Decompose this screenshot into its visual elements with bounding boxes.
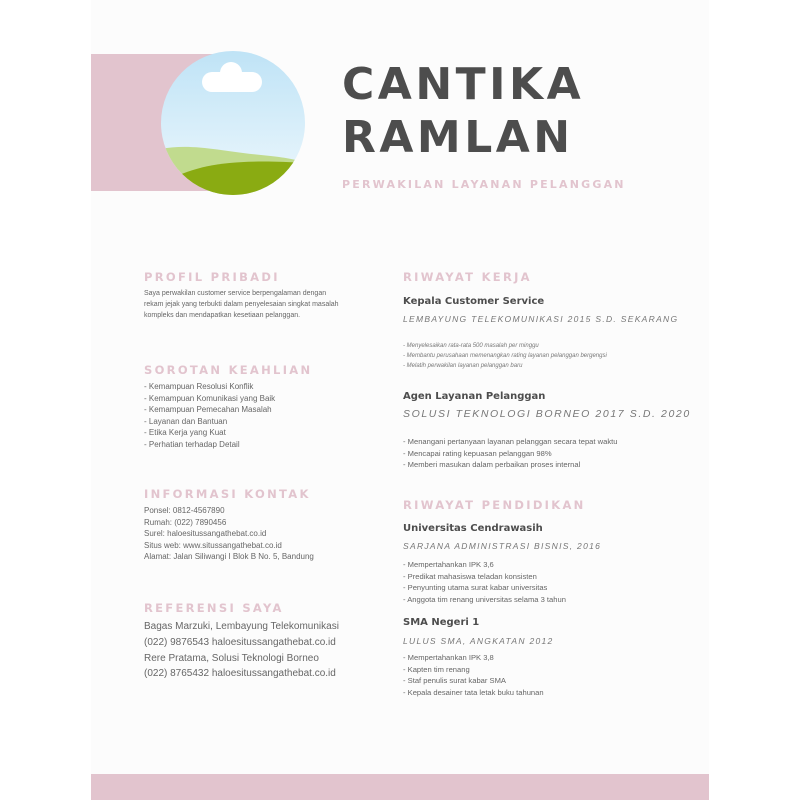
job-bullet: - Mencapai rating kepuasan pelanggan 98% (403, 448, 552, 458)
contact-address: Alamat: Jalan Siliwangi I Blok B No. 5, Bandung (144, 552, 314, 562)
profile-line: Saya perwakilan customer service berpengalaman dengan (144, 290, 327, 297)
job-bullet: - Menyelesaikan rata-rata 500 masalah per minggu (403, 343, 539, 349)
school-subtitle-2: LULUS SMA, ANGKATAN 2012 (403, 636, 554, 646)
skill-item: - Kemampuan Resolusi Konflik (144, 382, 254, 391)
job-title: PERWAKILAN LAYANAN PELANGGAN (342, 178, 626, 191)
education-heading: RIWAYAT PENDIDIKAN (403, 498, 586, 512)
job-bullet: - Memberi masukan dalam perbaikan proses internal (403, 460, 581, 470)
landscape-placeholder-icon (161, 51, 305, 195)
profile-line: kompleks dan mendapatkan kesetiaan pelanggan. (144, 312, 301, 319)
name-last: RAMLAN (342, 112, 574, 163)
job-subtitle-1: LEMBAYUNG TELEKOMUNIKASI 2015 S.D. SEKARANG (403, 314, 679, 324)
reference-item: (022) 9876543 haloesitussangathebat.co.id (144, 636, 336, 648)
reference-item: Rere Pratama, Solusi Teknologi Borneo (144, 652, 319, 664)
school-bullet: - Mempertahankan IPK 3,8 (403, 653, 494, 662)
contact-home: Rumah: (022) 7890456 (144, 517, 227, 527)
job-bullet: - Menangani pertanyaan layanan pelanggan secara tepat waktu (403, 437, 618, 446)
school-bullet: - Staf penulis surat kabar SMA (403, 676, 506, 686)
profile-text (144, 288, 339, 321)
profile-photo (161, 51, 305, 195)
school-title-1: Universitas Cendrawasih (403, 523, 543, 534)
reference-item: (022) 8765432 haloesitussangathebat.co.id (144, 668, 336, 680)
job-subtitle-2: SOLUSI TEKNOLOGI BORNEO 2017 S.D. 2020 (403, 408, 691, 420)
contact-list (144, 505, 314, 563)
skills-heading: SOROTAN KEAHLIAN (144, 363, 313, 377)
contact-website: Situs web: www.situssangathebat.co.id (144, 540, 282, 550)
skill-item: - Kemampuan Pemecahan Masalah (144, 405, 272, 415)
references-heading: REFERENSI SAYA (144, 601, 284, 615)
footer-accent-bar (91, 774, 709, 800)
references-list (144, 619, 339, 682)
profile-line: rekam jejak yang terbukti dalam penyelesaian singkat masalah (144, 301, 339, 308)
reference-item: Bagas Marzuki, Lembayung Telekomunikasi (144, 621, 339, 632)
school-title-2: SMA Negeri 1 (403, 617, 480, 628)
skill-item: - Kemampuan Komunikasi yang Baik (144, 393, 276, 403)
contact-phone: Ponsel: 0812-4567890 (144, 506, 225, 515)
job-bullet: - Melatih perwakilan layanan pelanggan baru (403, 363, 523, 369)
skills-list (144, 381, 275, 451)
skill-item: - Perhatian terhadap Detail (144, 439, 240, 449)
school-bullets-2 (403, 652, 544, 698)
contact-heading: INFORMASI KONTAK (144, 487, 311, 501)
school-bullet: - Kapten tim renang (403, 664, 470, 674)
school-bullet: - Mempertahankan IPK 3,6 (403, 560, 494, 569)
job-bullets-1 (403, 341, 607, 371)
school-bullets-1 (403, 559, 566, 605)
school-bullet: - Anggota tim renang universitas selama 3 tahun (403, 594, 566, 604)
job-title-2: Agen Layanan Pelanggan (403, 391, 546, 402)
school-subtitle-1: SARJANA ADMINISTRASI BISNIS, 2016 (403, 541, 602, 551)
work-heading: RIWAYAT KERJA (403, 270, 532, 284)
candidate-name (342, 58, 584, 164)
name-first: CANTIKA (342, 59, 585, 110)
school-bullet: - Penyunting utama surat kabar universitas (403, 583, 548, 593)
profile-heading: PROFIL PRIBADI (144, 270, 280, 284)
school-bullet: - Kepala desainer tata letak buku tahunan (403, 687, 544, 697)
contact-email: Surel: haloesitussangathebat.co.id (144, 529, 267, 539)
job-title-1: Kepala Customer Service (403, 296, 545, 307)
job-bullets-2 (403, 436, 617, 471)
skill-item: - Etika Kerja yang Kuat (144, 428, 226, 438)
job-bullet: - Membantu perusahaan memenangkan rating layanan pelanggan bergengsi (403, 353, 607, 359)
skill-item: - Layanan dan Bantuan (144, 416, 228, 426)
school-bullet: - Predikat mahasiswa teladan konsisten (403, 571, 537, 581)
